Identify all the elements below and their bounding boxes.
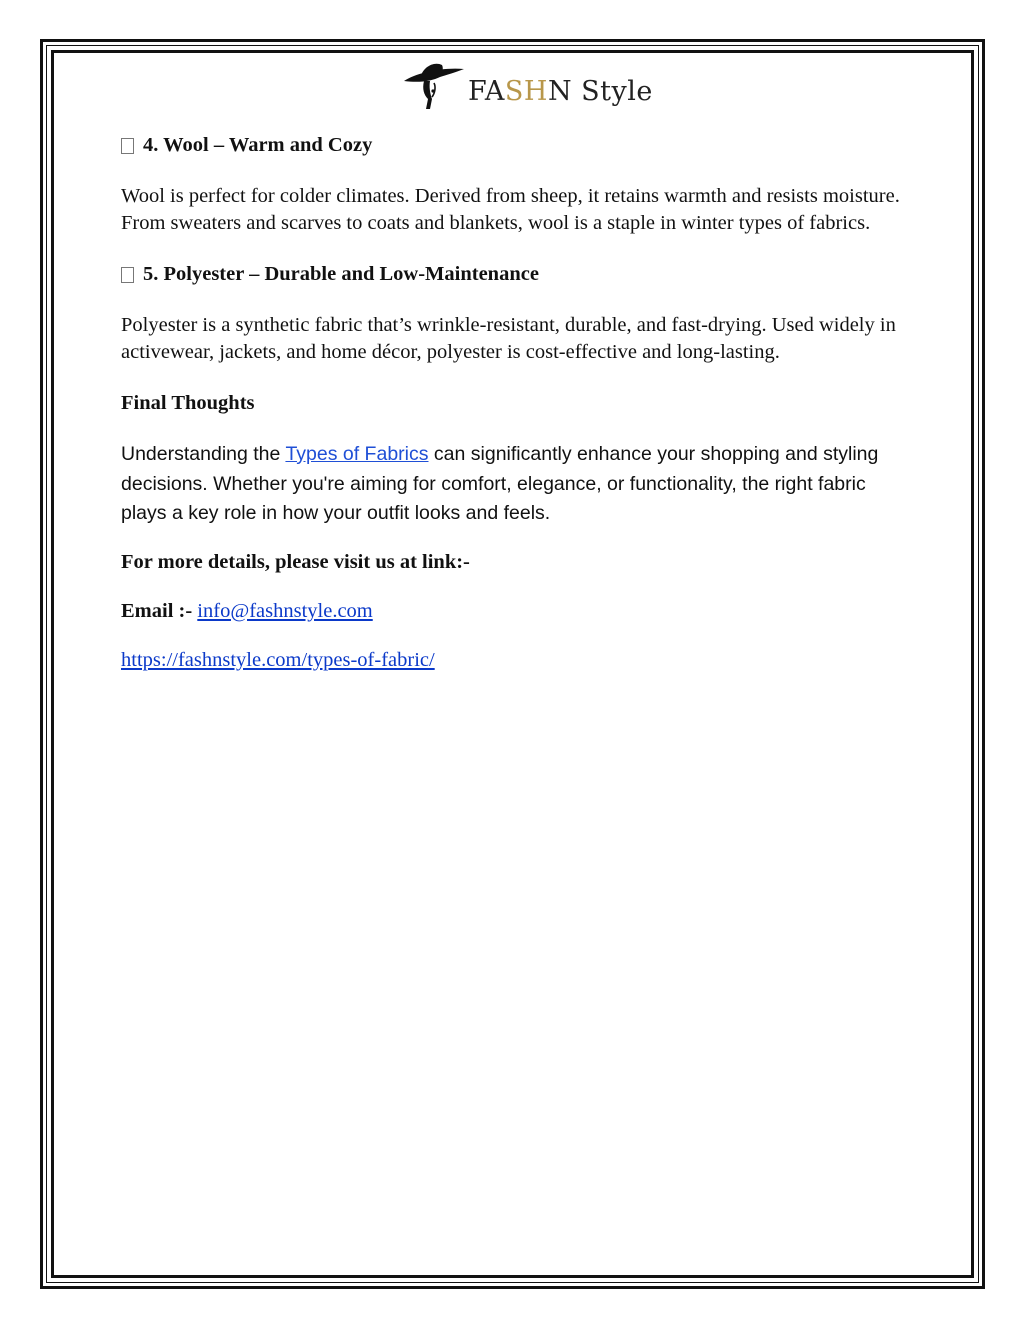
final-text-before-link: Understanding the <box>121 443 286 465</box>
final-thoughts-paragraph <box>121 440 911 529</box>
url-line <box>121 647 911 674</box>
more-details-text: For more details, please visit us at link:- <box>121 550 470 573</box>
wool-paragraph: Wool is perfect for colder climates. Derived from sheep, it retains warmth and resists moisture. From sweaters and scarves to coats and blankets, wool is a staple in winter types of fabrics. <box>121 185 900 234</box>
types-of-fabrics-link[interactable]: Types of Fabrics <box>285 443 429 465</box>
email-line <box>121 598 911 625</box>
document-body <box>121 132 911 674</box>
missing-glyph-box-icon <box>121 267 134 283</box>
brand-logo <box>402 58 653 114</box>
email-label: Email :- <box>121 599 198 622</box>
polyester-heading <box>121 261 911 288</box>
missing-glyph-box-icon <box>121 138 134 154</box>
polyester-paragraph: Polyester is a synthetic fabric that’s wrinkle-resistant, durable, and fast-drying. Used widely in activewear, jackets, and home décor, polyester is cost-effective and long-lasting. <box>121 314 896 363</box>
hat-woman-icon <box>402 59 466 113</box>
wool-heading-text: 4. Wool – Warm and Cozy <box>143 134 373 156</box>
polyester-heading-text: 5. Polyester – Durable and Low-Maintenance <box>143 263 539 285</box>
final-text-after-link: can significantly enhance your shopping and styling decisions. Whether you're aiming for comfort, elegance, or functionality, the right fabric plays a key role in how your outfit looks and feels. <box>121 443 879 524</box>
fabric-page-link[interactable]: https://fashnstyle.com/types-of-fabric/ <box>121 648 435 671</box>
wool-heading <box>121 132 911 159</box>
email-link[interactable]: info@fashnstyle.com <box>197 599 373 622</box>
final-thoughts-heading: Final Thoughts <box>121 392 255 414</box>
brand-name: FASHN Style <box>468 75 653 107</box>
